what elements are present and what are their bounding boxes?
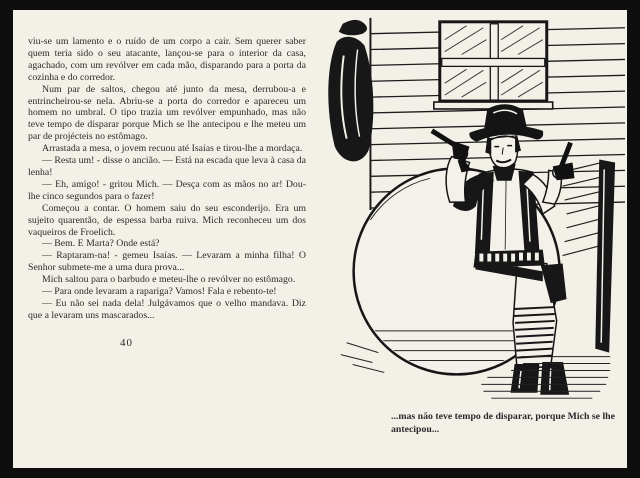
- western-illustration: [313, 14, 625, 406]
- post: [595, 159, 615, 352]
- dialogue-line: — Para onde levaram a rapariga? Vamos! Fala e rebento-te!: [42, 286, 277, 298]
- paragraph: Num par de saltos, chegou até junto da mesa, derrubou-a e entrincheirou-se nela. Abriu-se a porta do corredor e apareceu um homem no umbral. O tipo trazia um revólver empunhado, mas não teve tempo de disparar porque Mich se lhe antecipou e lhe meteu um par de projécteis no estômago.: [28, 83, 306, 143]
- revolver-raised-right: [553, 143, 575, 181]
- illustration-caption: ...mas não teve tempo de disparar, porque Mich se lhe antecipou...: [391, 411, 615, 435]
- dialogue-line: — Resta um! - disse o ancião. — Está na escada que leva à casa da lenha!: [28, 155, 306, 178]
- story-text: [28, 36, 306, 350]
- dialogue-line: — Eh, amigo! - gritou Mich. — Desça com as mãos no ar! Dou-lhe cinco segundos para o fazer!: [28, 178, 306, 202]
- boot: [541, 363, 569, 395]
- dialogue-line: — Eu não sei nada dela! Julgávamos que o velho mandava. Diz que a levaram uns mascarados...: [28, 297, 306, 321]
- dialogue-line: — Bem. E Marta? Onde está?: [42, 238, 160, 250]
- window: [434, 22, 553, 109]
- boot: [511, 365, 539, 393]
- illustration: [313, 14, 625, 466]
- page-surface: [13, 10, 627, 468]
- page-number: 40: [120, 336, 133, 349]
- paragraph: Começou a contar. O homem saiu do seu esconderijo. Era um sujeito quarentão, de espessa barba ruiva. Mich reconheceu um dos vaqueiros de Froelich.: [28, 202, 306, 238]
- dialogue-line: — Raptaram-na! - gemeu Isaías. — Levaram a minha filha! O Senhor submete-me a uma dura prova...: [28, 250, 306, 274]
- paragraph: Arrastada a mesa, o jovem recuou até Isaías e tirou-lhe a mordaça.: [42, 143, 303, 155]
- paragraph: viu-se um lamento e o ruído de um corpo a cair. Sem querer saber quem teria sido o seu atacante, lançou-se para o interior da casa, agachado, com um revólver em cada mão, disparando para a porta da cozinha e do corredor.: [28, 36, 306, 83]
- paragraph: Mich saltou para o barbudo e meteu-lhe o revólver no estômago.: [42, 274, 296, 286]
- hanging-hat-and-coat: [328, 20, 373, 161]
